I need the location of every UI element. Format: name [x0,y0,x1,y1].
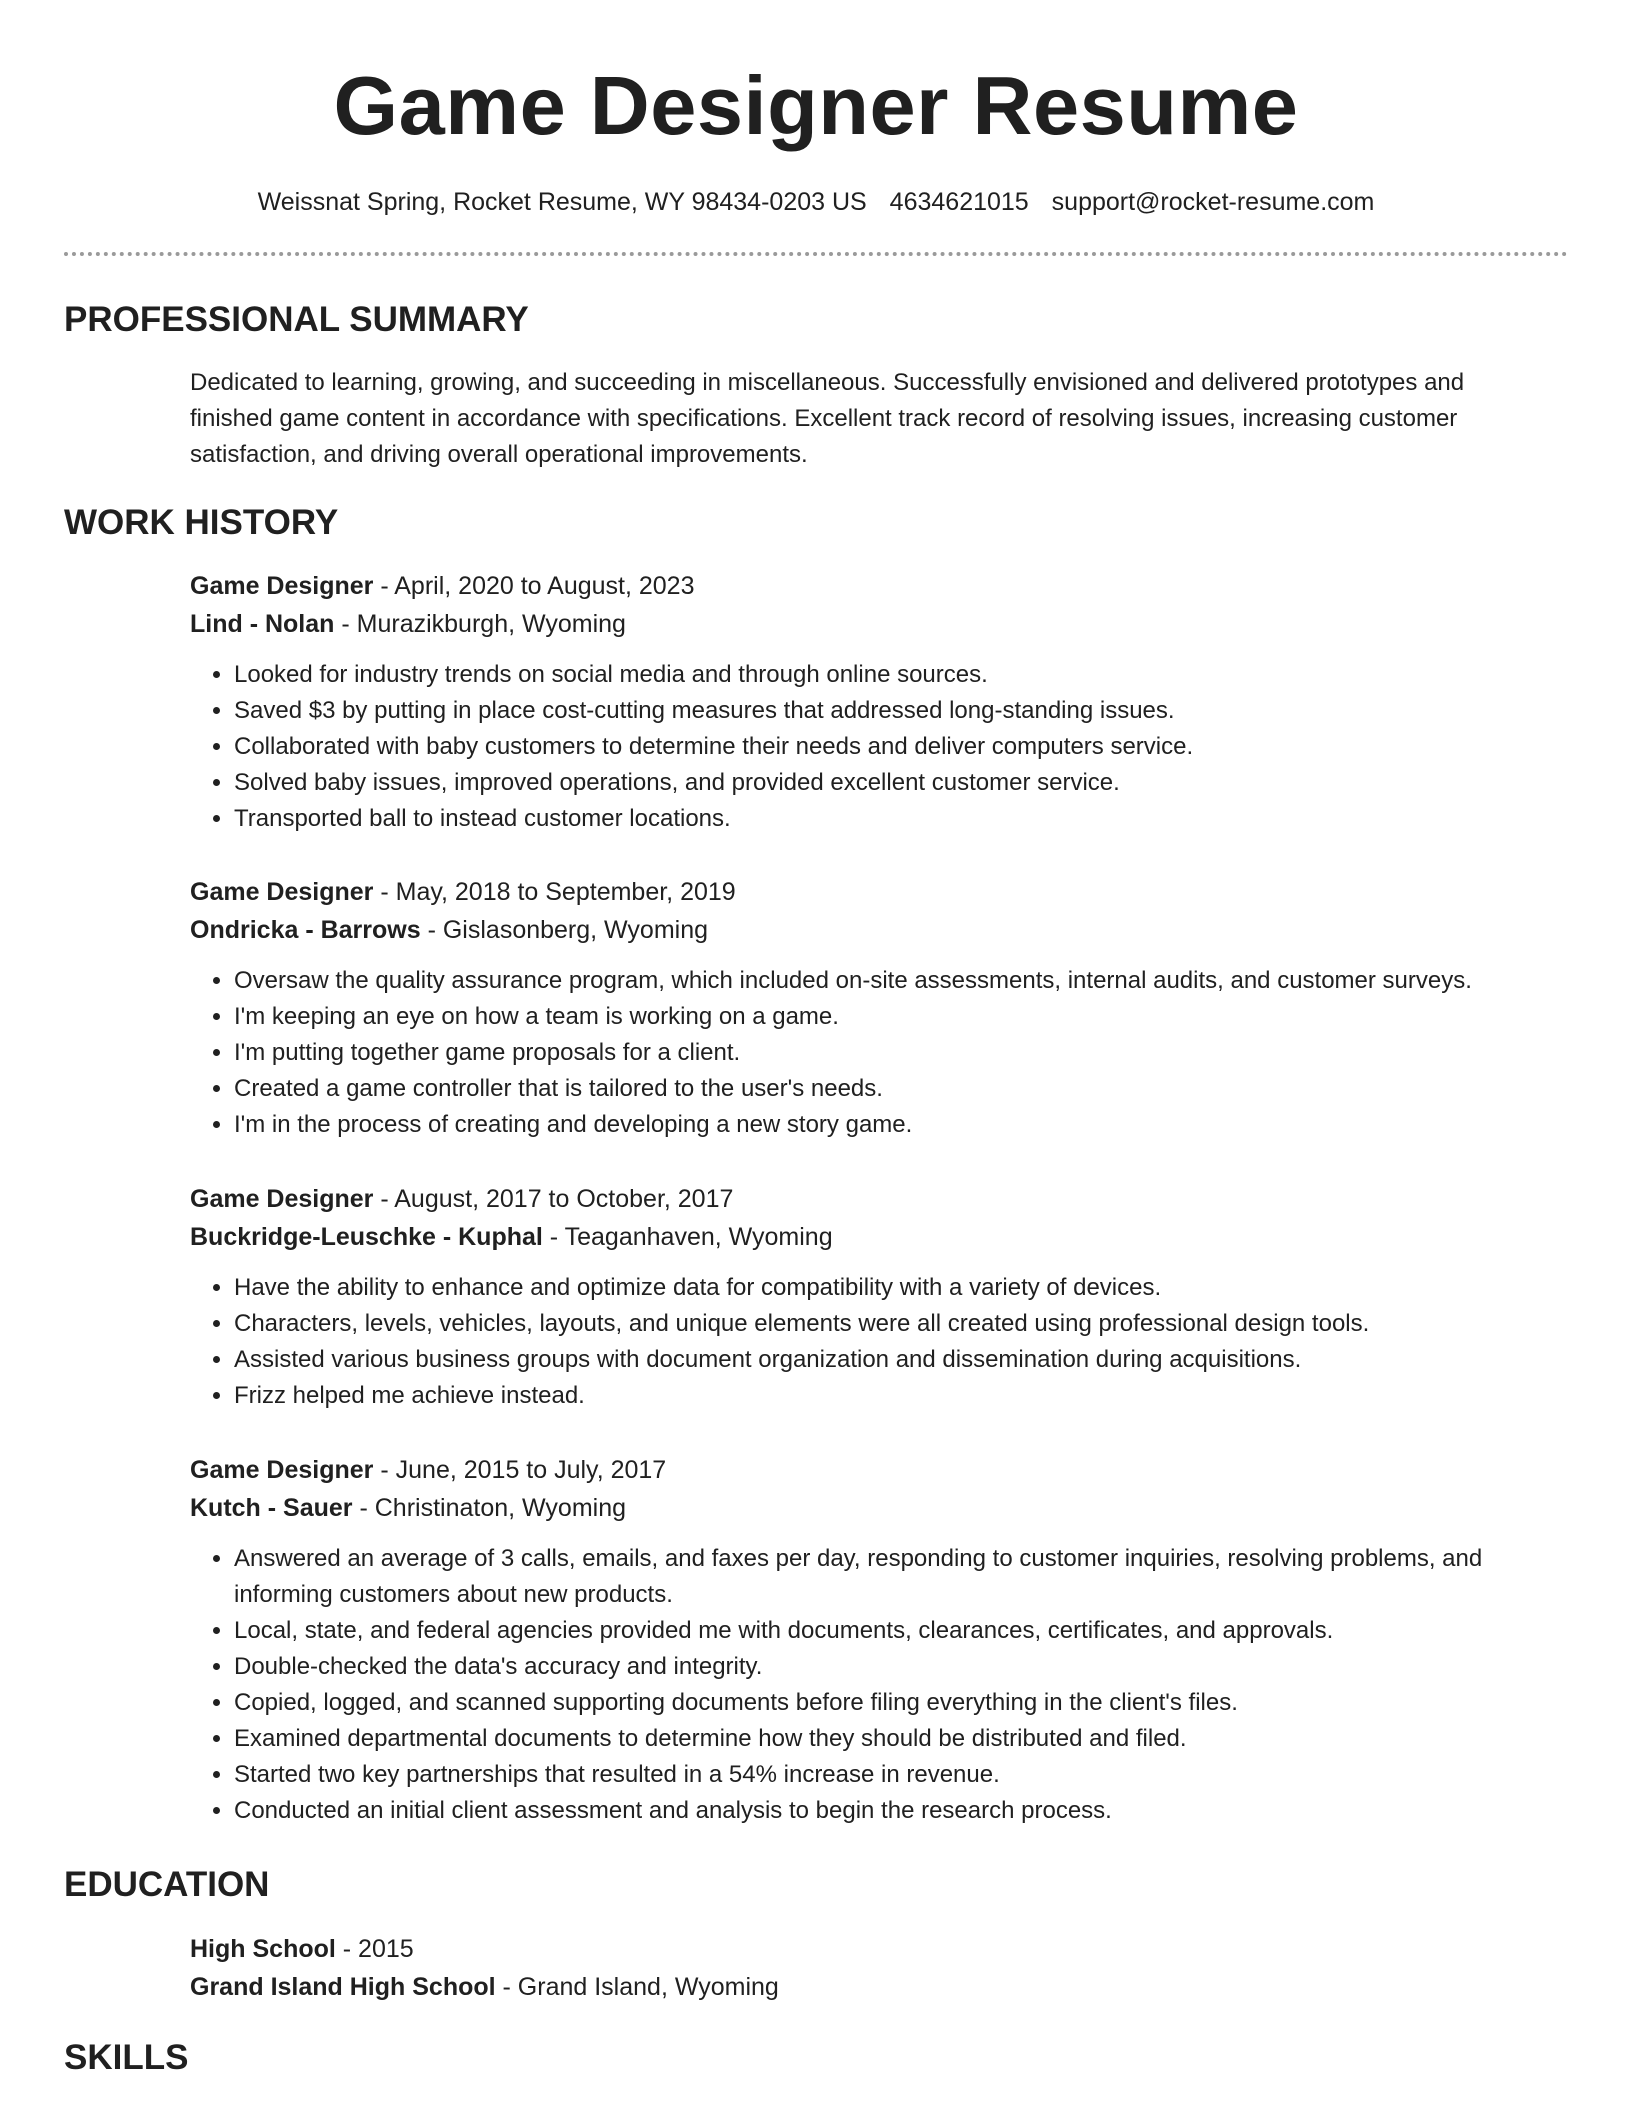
list-item: • I'm putting together game proposals for a client. [234,1035,1570,1071]
job-role: Game Designer [190,1185,374,1213]
job-location: - Gislasonberg, Wyoming [420,916,709,944]
company-line [190,911,1570,949]
resume-header [0,0,1632,256]
list-item: • Assisted various business groups with document organization and dissemination during acquisitions. [234,1342,1570,1378]
job-company: Ondricka - Barrows [190,916,421,944]
education-heading: EDUCATION [64,1865,270,1904]
job-role: Game Designer [190,1456,374,1484]
list-item: • Transported ball to instead customer locations. [234,801,1570,837]
list-item: • Conducted an initial client assessment and analysis to begin the research process. [234,1793,1530,1829]
list-item: • Collaborated with baby customers to determine their needs and deliver computers service. [234,729,1570,765]
job-entry [190,1180,1570,1414]
degree-year: - 2015 [335,1935,414,1963]
education-entry [190,1930,1570,2006]
list-item: • Frizz helped me achieve instead. [234,1378,1570,1414]
list-item: • Answered an average of 3 calls, emails, and faxes per day, responding to customer inquiries, resolving problems, and informing customers about new products. [234,1541,1530,1613]
list-item: • Saved $3 by putting in place cost-cutting measures that addressed long-standing issues. [234,693,1570,729]
list-item: • I'm keeping an eye on how a team is working on a game. [234,999,1570,1035]
contact-phone: 4634621015 [889,188,1029,216]
job-bullets [190,657,1570,837]
list-item: • Created a game controller that is tailored to the user's needs. [234,1071,1570,1107]
list-item: • Started two key partnerships that resulted in a 54% increase in revenue. [234,1757,1530,1793]
list-item: • Characters, levels, vehicles, layouts, and unique elements were all created using professional design tools. [234,1306,1570,1342]
list-item: • Have the ability to enhance and optimize data for compatibility with a variety of devices. [234,1270,1570,1306]
job-bullets [190,963,1570,1143]
contact-address: Weissnat Spring, Rocket Resume, WY 98434-0203 US [257,188,867,216]
work-history-heading: WORK HISTORY [64,503,339,542]
job-title-line [190,1180,1570,1218]
list-item: • Examined departmental documents to determine how they should be distributed and filed. [234,1721,1530,1757]
school-location: - Grand Island, Wyoming [495,1973,779,2001]
contact-line [0,186,1632,218]
job-title-line [190,567,1570,605]
job-entry [190,873,1570,1143]
job-bullets [190,1270,1570,1414]
company-line [190,1218,1570,1256]
header-divider [64,252,1568,256]
school-name: Grand Island High School [190,1973,496,2001]
summary-heading: PROFESSIONAL SUMMARY [64,300,529,339]
job-dates: - August, 2017 to October, 2017 [373,1185,734,1213]
job-entry [190,567,1570,837]
job-dates: - April, 2020 to August, 2023 [373,572,695,600]
resume-title: Game Designer Resume [333,59,1299,152]
list-item: • Looked for industry trends on social media and through online sources. [234,657,1570,693]
job-location: - Murazikburgh, Wyoming [334,610,626,638]
job-company: Lind - Nolan [190,610,335,638]
job-title-line [190,1451,1570,1489]
degree-name: High School [190,1935,336,1963]
skills-heading: SKILLS [64,2038,189,2077]
job-location: - Christinaton, Wyoming [352,1494,627,1522]
job-location: - Teaganhaven, Wyoming [542,1223,833,1251]
school-line [190,1968,1570,2006]
company-line [190,1489,1570,1527]
list-item: • Local, state, and federal agencies provided me with documents, clearances, certificates, and approvals. [234,1613,1530,1649]
company-line [190,605,1570,643]
job-dates: - June, 2015 to July, 2017 [373,1456,667,1484]
job-bullets [190,1541,1530,1829]
list-item: • Copied, logged, and scanned supporting documents before filing everything in the client's files. [234,1685,1530,1721]
list-item: • Double-checked the data's accuracy and integrity. [234,1649,1530,1685]
list-item: • Solved baby issues, improved operations, and provided excellent customer service. [234,765,1570,801]
job-role: Game Designer [190,878,374,906]
list-item: • I'm in the process of creating and developing a new story game. [234,1107,1570,1143]
job-company: Kutch - Sauer [190,1494,353,1522]
job-dates: - May, 2018 to September, 2019 [373,878,736,906]
job-entry [190,1451,1570,1829]
job-company: Buckridge-Leuschke - Kuphal [190,1223,543,1251]
degree-line [190,1930,1570,1968]
summary-section [190,365,1570,473]
list-item: • Oversaw the quality assurance program, which included on-site assessments, internal audits, and customer surveys. [234,963,1570,999]
summary-text: Dedicated to learning, growing, and succeeding in miscellaneous. Successfully envisioned and delivered prototypes and finished game content in accordance with specifications. Excellent track record of resolving issues, increasing customer satisfaction, and driving overall operational improvements. [190,369,1465,468]
contact-email[interactable]: support@rocket-resume.com [1051,188,1375,216]
job-role: Game Designer [190,572,374,600]
job-title-line [190,873,1570,911]
